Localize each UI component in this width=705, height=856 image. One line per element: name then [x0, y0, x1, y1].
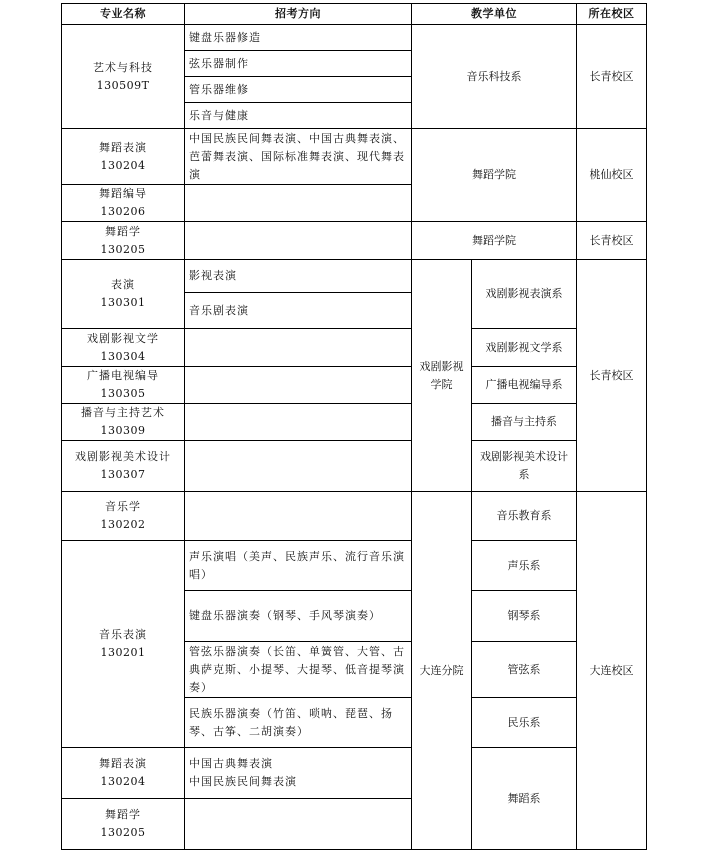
dept-cell: 播音与主持系: [472, 404, 577, 441]
table-row: [62, 329, 647, 367]
direction-cell-empty: [185, 441, 412, 492]
major-name: 音乐学: [105, 500, 141, 513]
direction-cell-empty: [185, 492, 412, 541]
table-row: [62, 222, 647, 260]
major-cell: [62, 329, 185, 367]
major-name: 舞蹈表演: [99, 140, 147, 154]
direction-cell-empty: [185, 799, 412, 850]
major-name: 舞蹈学: [105, 224, 141, 238]
table-row: [62, 129, 647, 185]
table-row: [62, 260, 647, 293]
dept-cell: 戏剧影视表演系: [472, 260, 577, 329]
major-cell: [62, 799, 185, 850]
unit-cell: 舞蹈学院: [412, 222, 577, 260]
majors-table: [61, 3, 647, 850]
header-unit: 教学单位: [412, 4, 577, 25]
table-row: [62, 492, 647, 541]
header-campus: 所在校区: [577, 4, 647, 25]
header-major: 专业名称: [62, 4, 185, 25]
direction-cell: 管乐器维修: [185, 77, 412, 103]
direction-cell: 影视表演: [185, 260, 412, 293]
direction-cell: 声乐演唱（美声、民族声乐、流行音乐演唱）: [185, 541, 412, 591]
campus-cell: 大连校区: [577, 492, 647, 850]
major-cell: [62, 129, 185, 185]
direction-cell-empty: [185, 367, 412, 404]
major-cell: [62, 541, 185, 748]
unit-cell: 音乐科技系: [412, 25, 577, 129]
table-row: [62, 441, 647, 492]
direction-cell: 键盘乐器修造: [185, 25, 412, 51]
direction-cell: 乐音与健康: [185, 103, 412, 129]
major-name: 舞蹈编导: [99, 187, 147, 200]
campus-cell: 长青校区: [577, 25, 647, 129]
direction-cell: 中国民族民间舞表演、中国古典舞表演、芭蕾舞表演、国际标准舞表演、现代舞表演: [185, 129, 412, 185]
major-cell: [62, 441, 185, 492]
direction-cell: 音乐剧表演: [185, 293, 412, 329]
major-name: 播音与主持艺术: [81, 406, 165, 419]
major-name: 艺术与科技: [93, 60, 153, 74]
dept-cell: 声乐系: [472, 541, 577, 591]
direction-cell: 管弦乐器演奏（长笛、单簧管、大管、古典萨克斯、小提琴、大提琴、低音提琴演奏）: [185, 642, 412, 698]
unit-cell: 舞蹈学院: [412, 129, 577, 222]
header-direction: 招考方向: [185, 4, 412, 25]
table-row: [62, 25, 647, 51]
major-name: 表演: [111, 278, 135, 291]
direction-cell-empty: [185, 185, 412, 222]
major-cell: [62, 367, 185, 404]
major-code: 130202: [100, 518, 146, 531]
header-row: [62, 4, 647, 25]
major-name: 舞蹈学: [105, 808, 141, 821]
direction-cell: [185, 748, 412, 799]
major-code: 130206: [100, 205, 146, 218]
campus-cell: 桃仙校区: [577, 129, 647, 222]
major-name: 广播电视编导: [87, 369, 159, 382]
dept-cell: 戏剧影视文学系: [472, 329, 577, 367]
major-code: 130204: [100, 158, 146, 172]
campus-cell: 长青校区: [577, 260, 647, 492]
direction-cell-empty: [185, 329, 412, 367]
table-row: [62, 541, 647, 591]
dept-cell: 管弦系: [472, 642, 577, 698]
college-cell: 戏剧影视学院: [412, 260, 472, 492]
campus-cell: 长青校区: [577, 222, 647, 260]
major-code: 130305: [100, 387, 146, 400]
major-code: 130307: [100, 468, 146, 481]
major-cell: [62, 260, 185, 329]
table-row: [62, 748, 647, 799]
major-code: 130205: [100, 826, 146, 839]
direction-cell-empty: [185, 222, 412, 260]
major-cell: [62, 748, 185, 799]
direction-cell: 键盘乐器演奏（钢琴、手风琴演奏）: [185, 591, 412, 642]
direction-cell: 弦乐器制作: [185, 51, 412, 77]
dept-cell: 广播电视编导系: [472, 367, 577, 404]
major-name: 舞蹈表演: [99, 757, 147, 770]
dept-cell: 音乐教育系: [472, 492, 577, 541]
dept-cell: 戏剧影视美术设计系: [472, 441, 577, 492]
major-code: 130309: [100, 424, 146, 437]
major-code: 130204: [100, 775, 146, 788]
college-cell: 大连分院: [412, 492, 472, 850]
major-code: 130201: [100, 646, 146, 659]
table-row: [62, 404, 647, 441]
major-name: 戏剧影视美术设计: [75, 450, 171, 463]
major-cell: [62, 25, 185, 129]
major-code: 130205: [100, 242, 146, 256]
direction-line: 中国古典舞表演: [189, 757, 273, 770]
major-code: 130301: [100, 296, 146, 309]
major-cell: [62, 404, 185, 441]
major-code: 130509T: [96, 78, 150, 92]
major-name: 戏剧影视文学: [87, 331, 159, 345]
major-name: 音乐表演: [99, 628, 147, 641]
direction-line: 中国民族民间舞表演: [189, 775, 297, 788]
major-cell: [62, 492, 185, 541]
major-code: 130304: [100, 349, 146, 363]
dept-cell: 民乐系: [472, 698, 577, 748]
table-row: [62, 367, 647, 404]
major-cell: [62, 222, 185, 260]
direction-cell: 民族乐器演奏（竹笛、唢呐、琵琶、扬琴、古筝、二胡演奏）: [185, 698, 412, 748]
direction-cell-empty: [185, 404, 412, 441]
dept-cell: 舞蹈系: [472, 748, 577, 850]
dept-cell: 钢琴系: [472, 591, 577, 642]
major-cell: [62, 185, 185, 222]
